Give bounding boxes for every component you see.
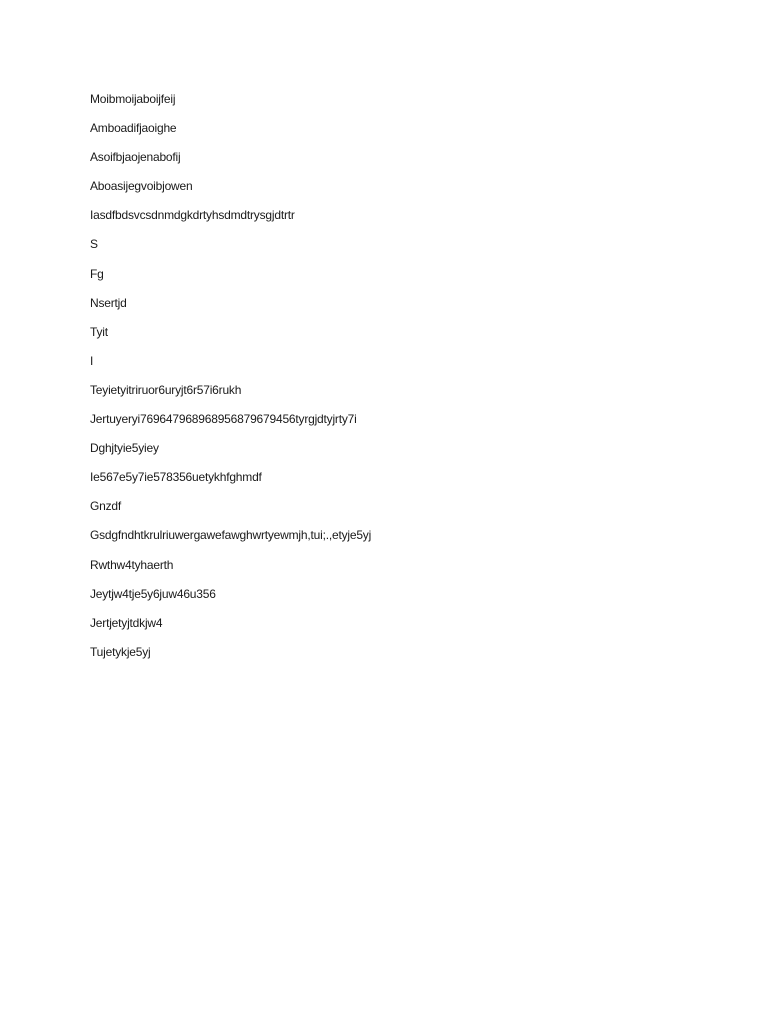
text-line: Tyit: [90, 324, 108, 339]
text-line: Nsertjd: [90, 295, 127, 310]
text-line: Jertuyeryi769647968968956879679456tyrgjdtyjrty7i: [90, 412, 357, 427]
text-line: Gsdgfndhtkrulriuwergawefawghwrtyewmjh,tui;.,etyje5yj: [90, 528, 372, 543]
text-line: Teyietyitriruor6uryjt6r57i6rukh: [90, 382, 242, 397]
text-line: Fg: [90, 266, 104, 281]
text-line: Ie567e5y7ie578356uetykhfghmdf: [90, 470, 262, 485]
text-line: S: [90, 237, 98, 252]
text-line: Rwthw4tyhaerth: [90, 557, 174, 572]
text-line: Jeytjw4tje5y6juw46u356: [90, 586, 216, 601]
text-line: Iasdfbdsvcsdnmdgkdrtyhsdmdtrysgjdtrtr: [90, 208, 295, 223]
text-line: Gnzdf: [90, 499, 122, 514]
text-line: Jertjetyjtdkjw4: [90, 615, 163, 630]
text-line: Aboasijegvoibjowen: [90, 179, 193, 194]
text-line: Asoifbjaojenabofij: [90, 150, 181, 165]
text-line: I: [90, 353, 94, 368]
document-body: [90, 92, 371, 674]
text-line: Moibmoijaboijfeij: [90, 92, 176, 106]
text-line: Tujetykje5yj: [90, 644, 151, 659]
text-line: Amboadifjaoighe: [90, 121, 177, 136]
text-line: Dghjtyie5yiey: [90, 441, 159, 456]
